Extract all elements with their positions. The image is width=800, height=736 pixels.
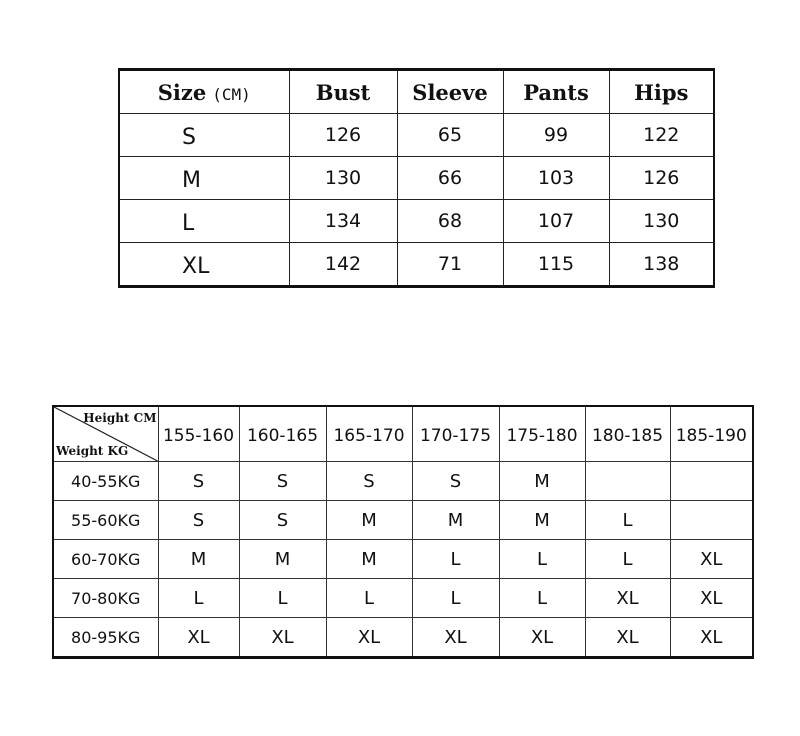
weight-row (53, 501, 753, 540)
header-hips: Hips (609, 70, 714, 114)
recommended-size: XL (585, 579, 670, 618)
header-size-unit: (CM) (212, 84, 251, 104)
recommended-size: XL (585, 618, 670, 658)
bust-value: 126 (289, 114, 397, 157)
recommended-size: XL (158, 618, 239, 658)
size-label: XL (119, 243, 289, 287)
hips-value: 130 (609, 200, 714, 243)
weight-range-label: 70-80KG (53, 579, 158, 618)
bust-value: 142 (289, 243, 397, 287)
size-row-xl (119, 243, 714, 287)
size-chart-table (118, 68, 715, 288)
recommended-size: L (412, 540, 499, 579)
weight-row (53, 540, 753, 579)
recommended-size: L (158, 579, 239, 618)
recommended-size: M (326, 540, 412, 579)
size-label: S (119, 114, 289, 157)
recommended-size: S (412, 462, 499, 501)
recommended-size: L (239, 579, 326, 618)
height-axis-label: Height CM (83, 411, 157, 425)
weight-range-label: 80-95KG (53, 618, 158, 658)
size-row-l (119, 200, 714, 243)
sleeve-value: 66 (397, 157, 503, 200)
height-range-header: 180-185 (585, 406, 670, 462)
recommended-size: M (158, 540, 239, 579)
recommended-size: L (499, 540, 585, 579)
weight-range-label: 55-60KG (53, 501, 158, 540)
recommended-size: M (412, 501, 499, 540)
recommended-size: XL (670, 618, 753, 658)
hips-value: 122 (609, 114, 714, 157)
recommended-size: L (412, 579, 499, 618)
recommended-size: L (326, 579, 412, 618)
recommended-size: S (239, 501, 326, 540)
height-range-header: 165-170 (326, 406, 412, 462)
weight-axis-label: Weight KG (56, 444, 129, 458)
weight-range-label: 60-70KG (53, 540, 158, 579)
recommended-size: XL (499, 618, 585, 658)
height-weight-chart-table (52, 405, 754, 659)
recommended-size (670, 462, 753, 501)
recommended-size: M (499, 501, 585, 540)
size-chart-header-row (119, 70, 714, 114)
recommended-size: L (585, 501, 670, 540)
weight-row (53, 579, 753, 618)
sleeve-value: 71 (397, 243, 503, 287)
recommended-size: S (326, 462, 412, 501)
weight-range-label: 40-55KG (53, 462, 158, 501)
header-pants: Pants (503, 70, 609, 114)
pants-value: 103 (503, 157, 609, 200)
height-range-header: 155-160 (158, 406, 239, 462)
weight-row (53, 618, 753, 658)
recommended-size: M (326, 501, 412, 540)
size-row-s (119, 114, 714, 157)
recommended-size: XL (412, 618, 499, 658)
header-bust: Bust (289, 70, 397, 114)
pants-value: 115 (503, 243, 609, 287)
recommended-size (585, 462, 670, 501)
height-range-header: 160-165 (239, 406, 326, 462)
recommended-size: XL (670, 579, 753, 618)
recommended-size: M (239, 540, 326, 579)
size-label: L (119, 200, 289, 243)
height-header-row (53, 406, 753, 462)
header-size (119, 70, 289, 114)
recommended-size: S (158, 462, 239, 501)
corner-cell (53, 406, 158, 462)
hips-value: 126 (609, 157, 714, 200)
weight-row (53, 462, 753, 501)
height-range-header: 185-190 (670, 406, 753, 462)
recommended-size: XL (670, 540, 753, 579)
size-row-m (119, 157, 714, 200)
recommended-size: M (499, 462, 585, 501)
recommended-size: XL (326, 618, 412, 658)
sleeve-value: 65 (397, 114, 503, 157)
pants-value: 99 (503, 114, 609, 157)
recommended-size: S (158, 501, 239, 540)
bust-value: 130 (289, 157, 397, 200)
recommended-size: XL (239, 618, 326, 658)
hips-value: 138 (609, 243, 714, 287)
recommended-size (670, 501, 753, 540)
height-range-header: 175-180 (499, 406, 585, 462)
bust-value: 134 (289, 200, 397, 243)
pants-value: 107 (503, 200, 609, 243)
size-label: M (119, 157, 289, 200)
header-sleeve: Sleeve (397, 70, 503, 114)
recommended-size: L (499, 579, 585, 618)
header-size-label: Size (157, 79, 207, 105)
sleeve-value: 68 (397, 200, 503, 243)
recommended-size: L (585, 540, 670, 579)
recommended-size: S (239, 462, 326, 501)
height-range-header: 170-175 (412, 406, 499, 462)
